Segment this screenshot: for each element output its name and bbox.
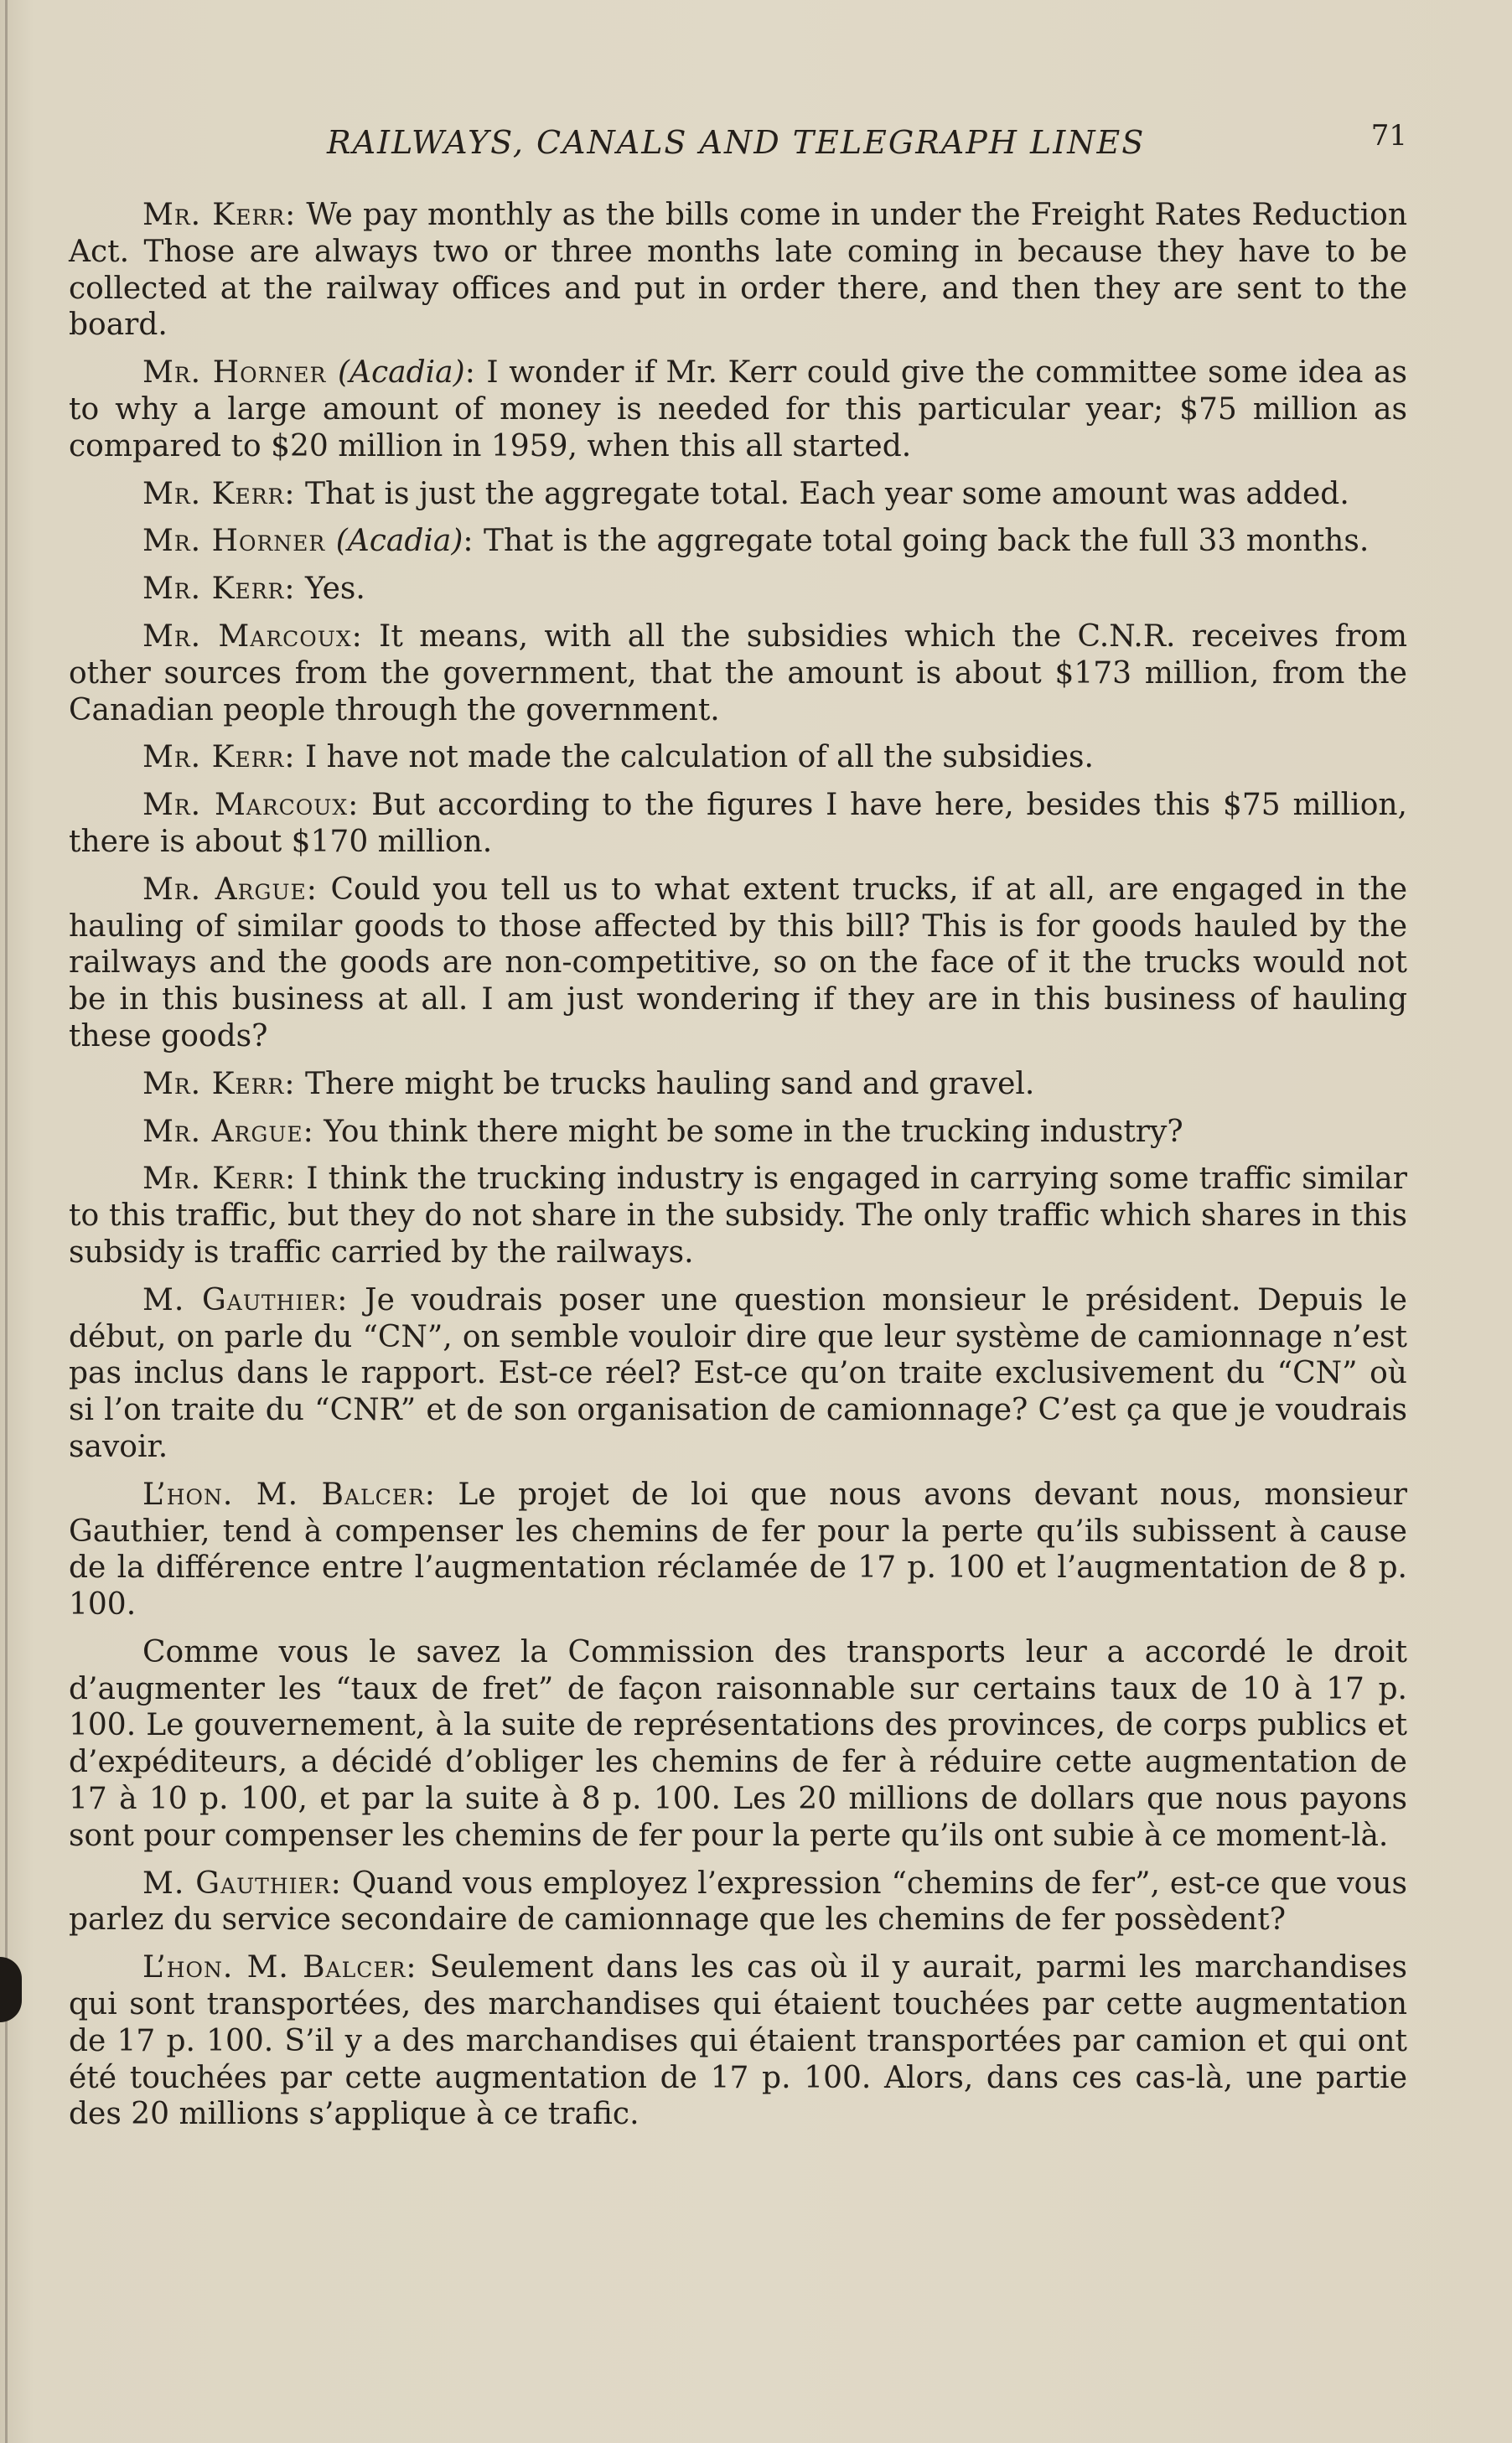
paragraph-text: It means, with all the subsidies which the C.N.R. receives from other sources from the government, that the amount is about $173 million, from the Canadian people through the government. [69,619,1407,727]
speaker-surname: Mr. Horner [142,524,326,559]
paragraph-text: Quand vous employez l’expression “chemins de fer”, est-ce que vous parlez du service secondaire de camionnage que les chemins de fer possèdent? [69,1866,1407,1938]
binding-hole [0,1957,22,2022]
paragraph [69,1634,1407,1855]
paragraph-text: Le projet de loi que nous avons devant nous, monsieur Gauthier, tend à compenser les chemins de fer pour la perte qu’ils subissent à cause de la différence entre l’augmentation réclamée de 17 p. 100 et l’augmentation de 8 p. 100. [69,1477,1407,1623]
paragraph-text: We pay monthly as the bills come in under the Freight Rates Reduction Act. Those are always two or three months late coming in because they have to be collected at the railway offices and put in order there, and then they are sent to the board. [69,198,1408,343]
paragraph [69,1477,1407,1623]
speaker-name [142,355,476,390]
paragraph-text: Comme vous le savez la Commission des transports leur a accordé le droit d’augmenter les “taux de fret” de façon raisonnable sur certains taux de 10 à 17 p. 100. Le gouvernement, à la suite de représentations des provinces, de corps publics et d’expéditeurs, a décidé d’obliger les chemins de fer à réduire cette augmentation de 17 à 10 p. 100, et par la suite à 8 p. 100. Les 20 millions de dollars que nous payons sont pour compenser les chemins de fer pour la perte qu’ils ont subie à ce moment-là. [69,1634,1407,1853]
speaker-name: L’hon. M. Balcer: [142,1477,436,1512]
paragraph-text: I have not made the calculation of all the subsidies. [304,740,1094,775]
speaker-name: Mr. Marcoux: [142,619,363,654]
running-head: RAILWAYS, CANALS AND TELEGRAPH LINES [327,124,1146,161]
speaker-riding: (Acadia) [337,355,465,391]
speaker-colon: : [463,524,474,559]
speaker-name: Mr. Kerr: [142,572,296,607]
speaker-name: L’hon. M. Balcer: [142,1950,417,1985]
paragraph-text: That is just the aggregate total. Each year some amount was added. [304,476,1349,511]
paragraph [69,787,1407,861]
speaker-name [142,524,474,558]
page-header [67,119,1407,174]
speaker-colon: : [464,355,476,391]
paragraph [69,1161,1407,1271]
speaker-name: Mr. Kerr: [142,198,297,232]
transcript-body [69,197,1407,2144]
paragraph-text: Yes. [304,572,365,607]
speaker-name: M. Gauthier: [142,1866,342,1901]
paragraph [69,872,1407,1055]
speaker-name: Mr. Kerr: [142,1162,297,1197]
speaker-name: Mr. Argue: [142,872,318,907]
paragraph [69,476,1407,513]
paragraph [69,571,1407,608]
paragraph [69,1282,1407,1466]
paragraph-text: I think the trucking industry is engaged in carrying some traffic similar to this traffic, but they do not share in the subsidy. The only traffic which shares in this subsidy is traffic carried by the railways. [69,1162,1407,1270]
paragraph-text: You think there might be some in the trucking industry? [324,1114,1183,1149]
paragraph-text: Seulement dans les cas où il y aurait, parmi les marchandises qui sont transportées, des marchandises qui étaient touchées par cette augmentation de 17 p. 100. S’il y a des marchandises qui étaient transportées par camion et qui ont été touchées par cette augmentation de 17 p. 100. Alors, dans ces cas-là, une partie des 20 millions s’applique à ce trafic. [69,1950,1407,2132]
speaker-riding: (Acadia) [335,524,463,559]
paragraph [69,523,1407,560]
speaker-name: Mr. Kerr: [142,1066,296,1101]
paragraph [69,1066,1407,1103]
paragraph [69,739,1407,776]
paragraph [69,1866,1407,1939]
speaker-name: Mr. Kerr: [142,476,296,511]
paragraph [69,355,1407,464]
paragraph-text: There might be trucks hauling sand and gravel. [304,1066,1035,1101]
paragraph-text: Je voudrais poser une question monsieur le président. Depuis le début, on parle du “CN”, on semble vouloir dire que leur système de camionnage n’est pas inclus dans le rapport. Est-ce réel? Est-ce qu’on traite exclusivement du “CN” où si l’on traite du “CNR” et de son organisation de camionnage? C’est ça que je voudrais savoir. [69,1282,1407,1464]
paragraph-text: I wonder if Mr. Kerr could give the committee some idea as to why a large amount of money is needed for this particular year; $75 million as compared to $20 million in 1959, when this all started. [69,355,1407,463]
paragraph [69,197,1407,344]
paragraph [69,1949,1407,2133]
speaker-surname: Mr. Horner [142,355,327,391]
speaker-name: Mr. Argue: [142,1114,314,1149]
paragraph-text: Could you tell us to what extent trucks, if at all, are engaged in the hauling of similar goods to those affected by this bill? This is for goods hauled by the railways and the goods are non-competitive, so on the face of it the trucks would not be in this business at all. I am just wondering if they are in this business of hauling these goods? [69,872,1407,1053]
speaker-name: M. Gauthier: [142,1282,349,1317]
speaker-name: Mr. Marcoux: [142,788,360,823]
paragraph-text: That is the aggregate total going back the full 33 months. [484,524,1370,559]
paragraph [69,1114,1407,1151]
binding-edge [5,0,8,2443]
page-number: 71 [1370,119,1407,153]
paragraph [69,619,1407,728]
speaker-name: Mr. Kerr: [142,740,296,775]
paragraph-text: But according to the figures I have here, besides this $75 million, there is about $170 million. [69,788,1407,859]
